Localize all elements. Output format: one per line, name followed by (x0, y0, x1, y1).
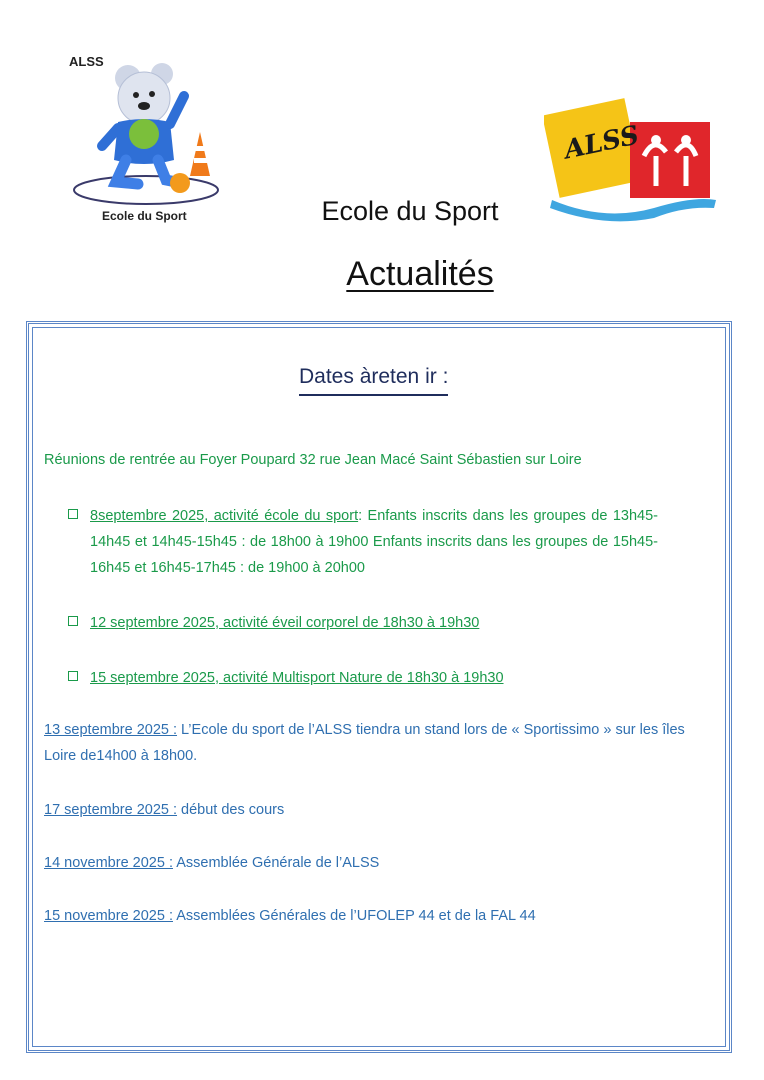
checkbox-icon (68, 509, 78, 519)
event-text: L’Ecole du sport de l’ALSS tiendra un stand lors de « Sportissimo » sur les îles Loire de14h00 à 18h00. (44, 722, 685, 764)
alss-logo (544, 96, 720, 222)
checkbox-icon (68, 671, 78, 681)
list-item-date: 15 septembre 2025, activité Multisport Nature de 18h30 à 19h30 (90, 670, 504, 686)
school-title: Ecole du Sport (321, 196, 499, 226)
event-item (44, 850, 704, 876)
event-date: 14 novembre 2025 : (44, 855, 173, 871)
event-text: Assemblées Générales de l’UFOLEP 44 et de la FAL 44 (172, 908, 536, 924)
event-text: début des cours (177, 802, 285, 818)
intro-text: Réunions de rentrée au Foyer Poupard 32 rue Jean Macé Saint Sébastien sur Loire (44, 452, 582, 468)
event-date: 17 septembre 2025 : (44, 802, 178, 818)
list-item (68, 503, 658, 581)
list-item (68, 665, 658, 691)
logo-left-caption: Ecole du Sport (102, 209, 187, 223)
event-text: Assemblée Générale de l’ALSS (172, 855, 380, 871)
event-item (44, 717, 704, 769)
logo-right-brand: ALSS (561, 120, 642, 166)
event-date: 13 septembre 2025 : (44, 722, 178, 738)
list-item-date: 8septembre 2025, activité école du sport (90, 508, 359, 524)
event-item (44, 903, 704, 929)
list-item-text: : Enfants inscrits dans les groupes de 13h45-14h45 et 14h45-15h45 : de 18h00 à 19h00 Enfants inscrits dans les groupes de 15h45-16h45 et 16h45-17h45 : de 19h00 à 20h00 (90, 508, 659, 576)
checkbox-icon (68, 616, 78, 626)
list-item-date: 12 septembre 2025, activité éveil corporel de 18h30 à 19h30 (90, 615, 480, 631)
event-date: 15 novembre 2025 : (44, 908, 173, 924)
logo-left-brand: ALSS (69, 54, 104, 69)
ecole-du-sport-logo (66, 50, 224, 225)
bear-mascot-icon (66, 50, 224, 225)
page-title: Actualités (346, 255, 494, 293)
dates-heading: Dates àreten ir : (299, 365, 448, 396)
event-item (44, 797, 704, 823)
list-item (68, 610, 658, 636)
